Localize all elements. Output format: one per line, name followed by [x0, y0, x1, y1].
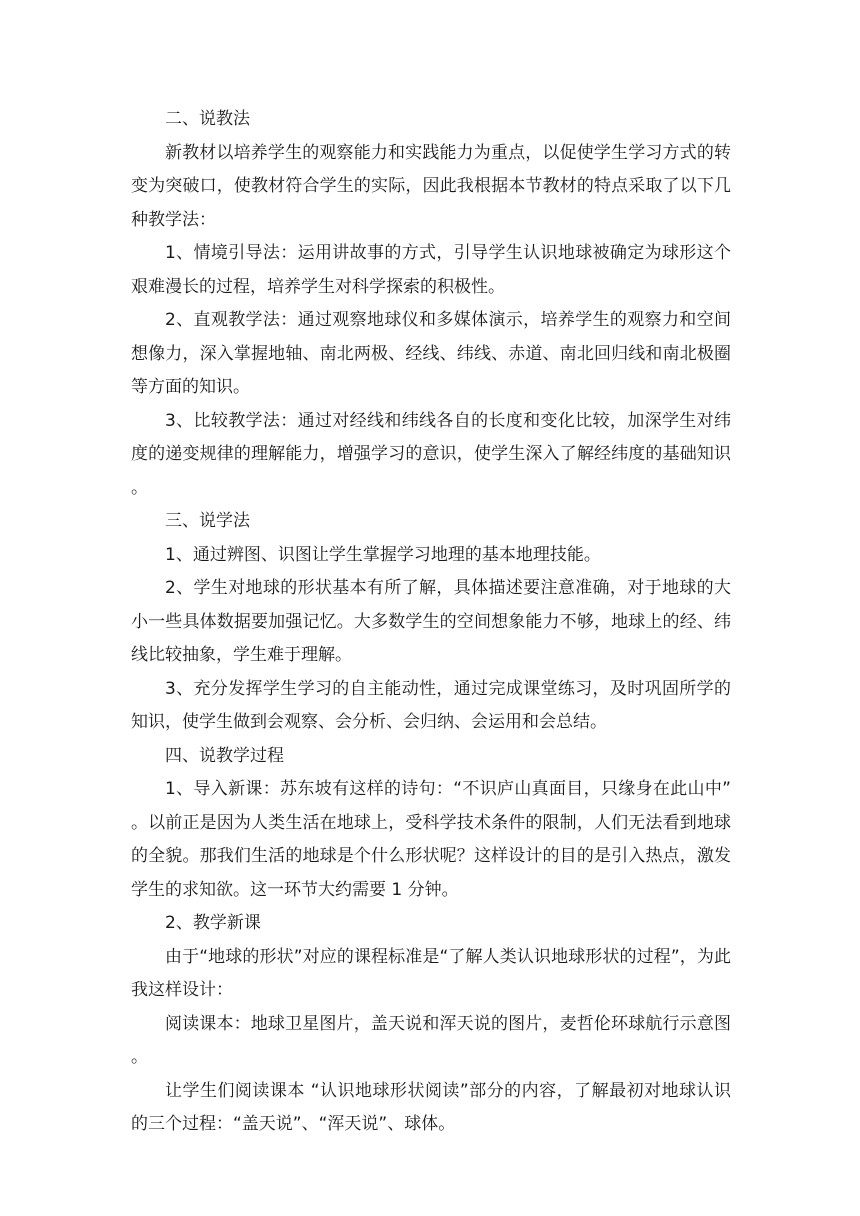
paragraph-method-3: 3、比较教学法：通过对经线和纬线各自的长度和变化比较，加深学生对纬度的递变规律的理解能力，增强学习的意识，使学生深入了解经纬度的基础知识。 [131, 410, 731, 498]
paragraph-method-1: 1、情境引导法：运用讲故事的方式，引导学生认识地球被确定为球形这个艰难漫长的过程，培养学生对科学探索的积极性。 [131, 243, 731, 297]
paragraph-process-1: 1、导入新课：苏东坡有这样的诗句：“不识庐山真面目，只缘身在此山中”。以前正是因为人类生活在地球上，受科学技术条件的限制，人们无法看到地球的全貌。那我们生活的地球是个什么形状呢？这样设计的目的是引入热点，激发学生的求知欲。这一环节大约需要 1 分钟。 [131, 779, 731, 900]
paragraph-learning-2: 2、学生对地球的形状基本有所了解，具体描述要注意准确，对于地球的大小一些具体数据要加强记忆。大多数学生的空间想象能力不够，地球上的经、纬线比较抽象，学生难于理解。 [131, 578, 731, 665]
paragraph-reading: 阅读课本：地球卫星图片，盖天说和浑天说的图片，麦哲伦环球航行示意图。 [131, 1013, 731, 1067]
heading-teaching-methods: 二、说教法 [165, 109, 250, 129]
paragraph-learning-1: 1、通过辨图、识图让学生掌握学习地理的基本地理技能。 [165, 544, 601, 565]
heading-teaching-process: 四、说教学过程 [165, 745, 284, 766]
paragraph-process-2: 2、教学新课 [165, 913, 261, 933]
paragraph-method-2: 2、直观教学法：通过观察地球仪和多媒体演示，培养学生的观察力和空间想像力，深入掌握地轴、南北两极、经线、纬线、赤道、南北回归线和南北极圈等方面的知识。 [131, 310, 731, 397]
paragraph-reading-task: 让学生们阅读课本 “认识地球形状阅读”部分的内容，了解最初对地球认识的三个过程：“盖天说”、“浑天说”、球体。 [131, 1080, 731, 1134]
paragraph-intro: 新教材以培养学生的观察能力和实践能力为重点，以促使学生学习方式的转变为突破口，使教材符合学生的实际，因此我根据本节教材的特点采取了以下几种教学法： [131, 142, 731, 230]
heading-learning-methods: 三、说学法 [165, 511, 250, 531]
document-page [131, 103, 731, 1142]
paragraph-learning-3: 3、充分发挥学生学习的自主能动性，通过完成课堂练习，及时巩固所学的知识，使学生做到会观察、会分析、会归纳、会运用和会总结。 [131, 678, 731, 732]
paragraph-curriculum: 由于“地球的形状”对应的课程标准是“了解人类认识地球形状的过程”，为此我这样设计： [131, 946, 731, 1000]
